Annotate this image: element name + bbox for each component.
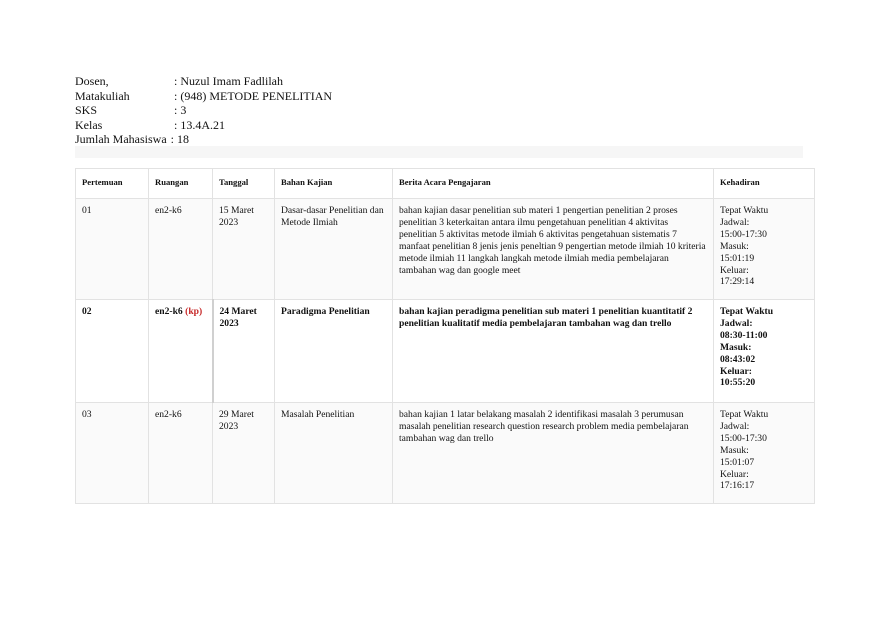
column-header-tanggal: Tanggal [213,169,275,199]
dosen-label: Dosen, [75,74,109,88]
kehadiran-status: Tepat Waktu [720,306,774,317]
jadwal-label: Jadwal: [720,216,750,228]
kehadiran-status: Tepat Waktu [720,409,769,420]
matakuliah-row [75,89,332,104]
separator-band [75,146,803,158]
ruangan-cell [149,403,213,504]
sks-label: SKS [75,103,98,118]
ruangan-code: en2-k6 [155,205,182,216]
pertemuan-cell: 02 [76,300,149,403]
bahan-kajian-cell: Masalah Penelitian [275,403,393,504]
berita-acara-cell: bahan kajian dasar penelitian sub materi 1 pengertian penelitian 2 proses penelitian 3 keterkaitan antara ilmu pengetahuan penelitian 4 aktivitas penelitian 5 aktivitas metode ilmiah 6 aktivitas pengetahuan sistematis 7 manfaat penelitian 8 jenis jenis peneltian 9 pengertian metode ilmiah 10 kriteria metode ilmiah 11 langkah langkah metode ilmiah media pembelajaran tambahan wag dan google meet [393,199,714,300]
dosen-row [75,74,332,89]
keluar-label: Keluar: [720,264,749,276]
pertemuan-cell: 03 [76,403,149,504]
pertemuan-cell: 01 [76,199,149,300]
table-row [76,403,815,504]
column-header-bahan-kajian: Bahan Kajian [275,169,393,199]
kelas-row [75,118,332,133]
masuk-label: Masuk: [720,341,752,353]
jadwal-value: 15:00-17:30 [720,432,767,444]
masuk-label: Masuk: [720,240,749,252]
keluar-label: Keluar: [720,468,749,480]
ruangan-code: en2-k6 [155,306,183,317]
ruangan-code: en2-k6 [155,409,182,420]
keluar-value: 17:29:14 [720,276,755,288]
kehadiran-status: Tepat Waktu [720,205,769,216]
sks-row [75,103,332,118]
dosen-value: : Nuzul Imam Fadlilah [174,74,283,88]
berita-acara-cell: bahan kajian 1 latar belakang masalah 2 identifikasi masalah 3 perumusan masalah penelitian research question research problem media pembelajaran tambahan wag dan trello [393,403,714,504]
bahan-kajian-cell: Paradigma Penelitian [275,300,393,403]
ruangan-cell [149,300,213,403]
course-info-header [75,74,332,147]
table-header-row [76,169,815,199]
sks-value: : 3 [174,103,187,118]
masuk-value: 15:01:19 [720,252,755,264]
kelas-value: : 13.4A.21 [174,117,225,132]
attendance-table [75,168,815,504]
masuk-value: 08:43:02 [720,353,756,365]
tanggal-cell: 15 Maret 2023 [213,199,275,300]
kp-tag: (kp) [185,306,203,317]
bahan-kajian-cell: Dasar-dasar Penelitian dan Metode Ilmiah [275,199,393,300]
jadwal-label: Jadwal: [720,317,753,329]
masuk-label: Masuk: [720,444,749,456]
kehadiran-cell [714,199,815,300]
table-row [76,199,815,300]
column-header-ruangan: Ruangan [149,169,213,199]
jadwal-value: 08:30-11:00 [720,329,768,341]
kehadiran-cell [714,403,815,504]
keluar-value: 17:16:17 [720,480,755,492]
berita-acara-cell: bahan kajian peradigma penelitian sub materi 1 penelitian kuantitatif 2 penelitian kualitatif media pembelajaran tambahan wag dan trello [393,300,714,403]
jumlah-mahasiswa-value: : 18 [170,132,189,147]
matakuliah-value: : (948) METODE PENELITIAN [174,88,333,103]
jadwal-value: 15:00-17:30 [720,228,767,240]
jumlah-mahasiswa-label: Jumlah Mahasiswa [75,132,167,147]
masuk-value: 15:01:07 [720,456,755,468]
tanggal-cell: 24 Maret 2023 [213,300,275,403]
jumlah-mahasiswa-row [75,132,332,147]
column-header-kehadiran: Kehadiran [714,169,815,199]
matakuliah-label: Matakuliah [75,88,130,103]
ruangan-cell [149,199,213,300]
table-row [76,300,815,403]
keluar-label: Keluar: [720,365,752,377]
kehadiran-cell [714,300,815,403]
column-header-pertemuan: Pertemuan [76,169,149,199]
column-header-berita-acara: Berita Acara Pengajaran [393,169,714,199]
tanggal-cell: 29 Maret 2023 [213,403,275,504]
kelas-label: Kelas [75,117,103,132]
jadwal-label: Jadwal: [720,420,750,432]
keluar-value: 10:55:20 [720,377,756,389]
